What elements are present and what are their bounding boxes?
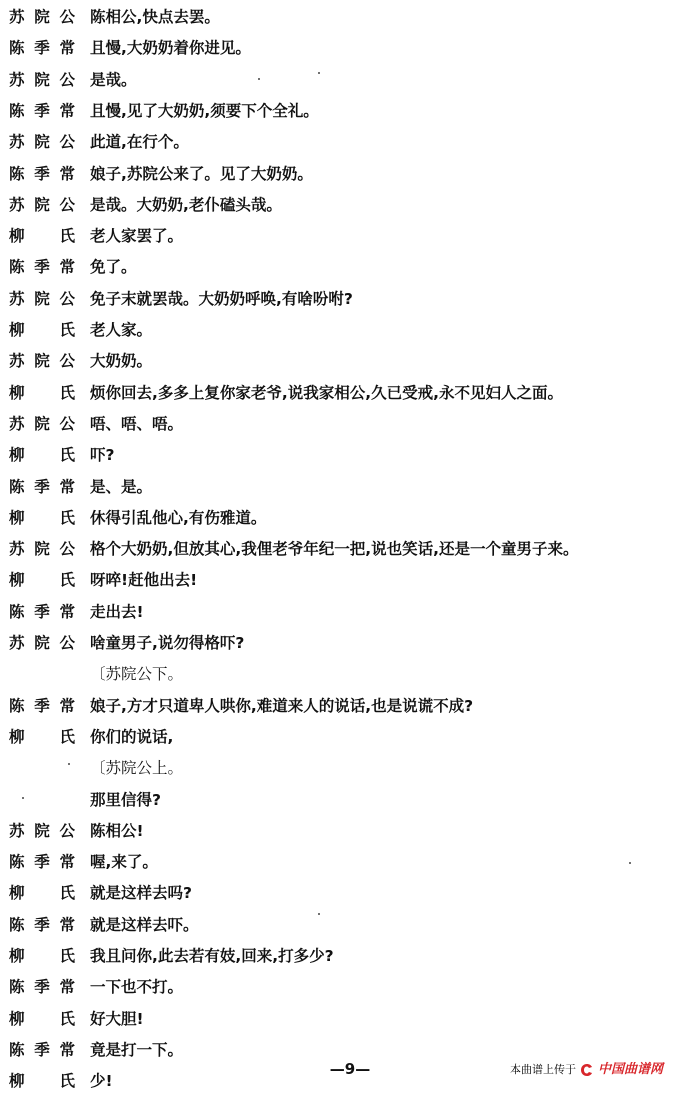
dialogue-line [0,96,700,126]
speaker-name: 苏院公 [9,821,75,840]
site-name: 中国曲谱网 [598,1062,664,1077]
scan-speck [68,763,70,765]
speaker-name: 柳 氏 [9,383,75,402]
dialogue-line [0,33,700,63]
dialogue-text: 好大胆! [90,1009,144,1028]
speaker-name: 柳 氏 [9,227,75,246]
dialogue-text: 就是这样去吗? [90,884,192,903]
speaker-name: 陈季常 [9,602,75,621]
dialogue-text: 走出去! [90,602,144,621]
dialogue-text: 喔,来了。 [90,853,158,872]
dialogue-line [0,315,700,345]
dialogue-line [0,472,700,502]
dialogue-text: 我且问你,此去若有妓,回来,打多少? [90,947,334,965]
scan-speck [318,72,320,74]
scan-speck [629,862,631,864]
speaker-name: 陈季常 [9,101,75,120]
speaker-name: 陈季常 [9,258,75,277]
speaker-name: 柳 氏 [9,947,75,965]
speaker-name: 陈季常 [9,915,75,934]
dialogue-text: 老人家。 [90,321,153,339]
dialogue-line [0,691,700,721]
speaker-name: 陈季常 [9,853,75,872]
dialogue-line [0,440,700,470]
dialogue-line [0,159,700,189]
credit-prefix: 本曲谱上传于 [510,1063,576,1076]
speaker-name: 苏院公 [9,195,75,214]
speaker-name: 柳 氏 [9,446,75,465]
dialogue-text: 那里信得? [90,790,161,809]
dialogue-text: 陈相公,快点去罢。 [90,8,220,26]
speaker-name: 苏院公 [9,414,75,433]
dialogue-line [0,972,700,1002]
dialogue-line [0,127,700,157]
dialogue-text: 且慢,见了大奶奶,须要下个全礼。 [90,101,319,120]
speaker-name: 苏院公 [9,352,75,371]
dialogue-text: 你们的说话, [90,727,174,746]
dialogue-text: 唔、唔、唔。 [90,414,184,433]
dialogue-line [0,409,700,439]
upload-credit [510,1060,663,1080]
dialogue-text: 是哉。 [90,70,137,89]
speaker-name: 苏院公 [9,289,75,308]
dialogue-text: 吓? [90,446,115,465]
speaker-name: 陈季常 [9,978,75,997]
site-logo-icon [580,1063,594,1077]
dialogue-text: 格个大奶奶,但放其心,我俚老爷年纪一把,说也笑话,还是一个童男子来。 [90,540,579,559]
dialogue-text: 娘子,苏院公来了。见了大奶奶。 [90,164,313,183]
dialogue-line [0,785,700,815]
scan-speck [258,78,260,80]
speaker-name: 柳 氏 [9,727,75,746]
dialogue-text: 少! [90,1072,113,1091]
dialogue-text: 大奶奶。 [90,352,153,371]
scan-speck [318,913,320,915]
speaker-name: 柳 氏 [9,321,75,339]
dialogue-line [0,190,700,220]
dialogue-line [0,597,700,627]
dialogue-text: 老人家罢了。 [90,227,184,246]
dialogue-line [0,284,700,314]
speaker-name: 苏院公 [9,540,75,559]
speaker-name: 陈季常 [9,164,75,183]
dialogue-line [0,847,700,877]
dialogue-line [0,753,700,783]
dialogue-line [0,910,700,940]
dialogue-line [0,1004,700,1034]
speaker-name: 陈季常 [9,1040,75,1059]
scan-speck [22,797,24,799]
dialogue-line [0,221,700,251]
dialogue-line [0,941,700,971]
speaker-name: 苏院公 [9,70,75,89]
dialogue-text: 娘子,方才只道卑人哄你,难道来人的说话,也是说谎不成? [90,696,474,715]
dialogue-text: 休得引乱他心,有伤雅道。 [90,508,267,527]
dialogue-text: 是哉。大奶奶,老仆磕头哉。 [90,195,282,214]
speaker-name: 苏院公 [9,634,75,652]
speaker-name: 柳 氏 [9,1009,75,1028]
stage-direction: 〔苏院公下。 [90,665,184,684]
speaker-name: 柳 氏 [9,571,75,590]
dialogue-text: 此道,在行个。 [90,133,189,152]
dialogue-line [0,878,700,908]
dialogue-line [0,534,700,564]
dialogue-text: 烦你回去,多多上复你家老爷,说我家相公,久已受戒,永不见妇人之面。 [90,383,564,402]
speaker-name: 柳 氏 [9,884,75,903]
speaker-name: 陈季常 [9,477,75,496]
dialogue-line [0,378,700,408]
dialogue-line [0,65,700,95]
dialogue-text: 是、是。 [90,477,153,496]
speaker-name: 苏院公 [9,8,75,26]
dialogue-text: 就是这样去吓。 [90,915,199,934]
dialogue-line [0,659,700,689]
speaker-name: 苏院公 [9,133,75,152]
dialogue-line [0,722,700,752]
dialogue-text: 一下也不打。 [90,978,184,997]
dialogue-line [0,503,700,533]
dialogue-line [0,816,700,846]
speaker-name: 陈季常 [9,696,75,715]
speaker-name: 柳 氏 [9,508,75,527]
stage-direction: 〔苏院公上。 [90,759,184,778]
dialogue-line [0,628,700,658]
dialogue-line [0,252,700,282]
dialogue-text: 陈相公! [90,821,144,840]
speaker-name: 柳 氏 [9,1072,75,1091]
dialogue-text: 且慢,大奶奶着你进见。 [90,39,251,58]
dialogue-text: 竟是打一下。 [90,1040,184,1059]
dialogue-text: 啥童男子,说勿得格吓? [90,634,245,652]
dialogue-line [0,2,700,32]
speaker-name: 陈季常 [9,39,75,58]
dialogue-text: 免了。 [90,258,137,277]
dialogue-text: 免子末就罢哉。大奶奶呼唤,有啥吩咐? [90,289,353,308]
dialogue-line [0,565,700,595]
page-number: —9— [329,1060,371,1078]
dialogue-text: 呀啐!赶他出去! [90,571,198,590]
dialogue-line [0,346,700,376]
